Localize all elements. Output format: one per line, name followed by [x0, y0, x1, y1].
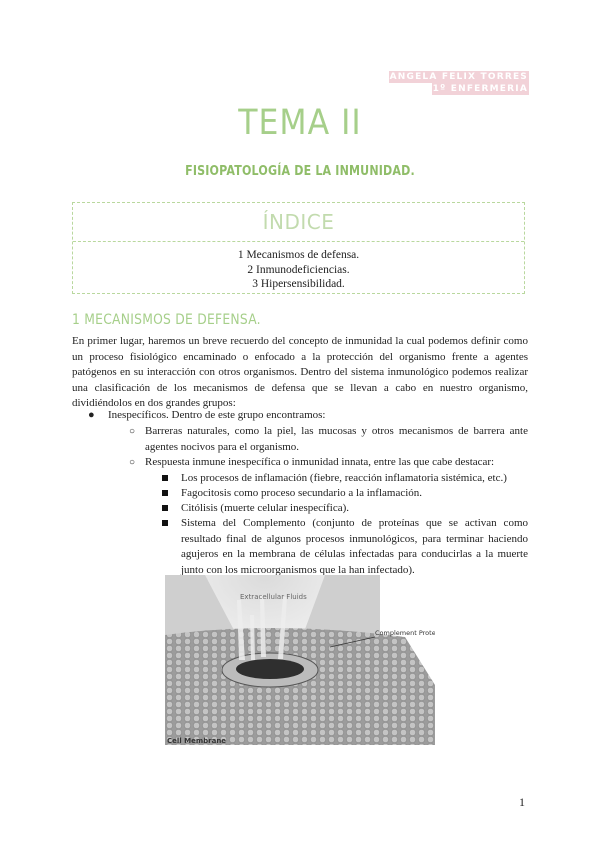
complement-label: Complement Protein — [375, 629, 435, 637]
bullet-text: Citólisis (muerte celular inespecífica). — [181, 502, 349, 514]
membrane-label: Cell Membrane — [167, 737, 227, 745]
bullet-text: Respuesta inmune inespecífica o inmunidad innata, entre las que cabe destacar: — [145, 456, 495, 468]
index-item: 3 Hipersensibilidad. — [252, 278, 345, 290]
bullet-level2 — [129, 424, 528, 455]
author-header — [389, 71, 529, 95]
bullet-text: Sistema del Complemento (conjunto de proteínas que se activan como resultado final de algunos procesos inmunológicos, para terminar haciendo agujeros en la membrana de células infectadas para conducirlas a la muerte junto con los microorganismos que la han infectado). — [181, 517, 528, 576]
page-subtitle: FISIOPATOLOGÍA DE LA INMUNIDAD. — [185, 163, 415, 179]
bullet-level2 — [129, 455, 528, 471]
intro-paragraph: En primer lugar, haremos un breve recuerdo del concepto de inmunidad la cual podemos definir como un proceso fisiológico encaminado o enfocado a la protección del organismo frente a agentes patógenos en su interacción con otros organismos. Dentro del sistema inmunológico podemos realizar una clasificación de los mecanismos de defensa que se llevan a cabo en nuestro organismo, dividiéndolos en dos grandes grupos: — [72, 335, 528, 409]
page-title: TEMA II — [238, 103, 362, 143]
complement-illustration — [165, 575, 435, 745]
index-item: 2 Inmunodeficiencias. — [247, 263, 350, 276]
section-heading: 1 MECANISMOS DE DEFENSA. — [72, 312, 261, 328]
complement-figure — [165, 575, 435, 745]
bullet-level3 — [181, 471, 528, 487]
fluids-label: Extracellular Fluids — [240, 593, 307, 601]
bullet-level3 — [181, 516, 528, 578]
page-number: 1 — [519, 795, 525, 809]
square-bullet-icon — [162, 490, 168, 496]
square-bullet-icon — [162, 520, 168, 526]
index-box — [72, 202, 525, 294]
author-course: 1º ENFERMERIA — [432, 84, 528, 94]
bullet-level3 — [181, 501, 528, 517]
hollow-circle-bullet-icon: ○ — [129, 457, 136, 468]
square-bullet-icon — [162, 475, 168, 481]
index-heading: ÍNDICE — [73, 203, 524, 242]
bullet-text: Barreras naturales, como la piel, las mucosas y otros mecanismos de barrera ante agentes nocivos para el organismo. — [145, 425, 528, 453]
index-list — [73, 242, 524, 292]
author-name: ANGELA FELIX TORRES — [389, 72, 528, 82]
hollow-circle-bullet-icon: ○ — [129, 426, 136, 437]
filled-circle-bullet-icon: ● — [88, 409, 95, 421]
bullet-level3 — [181, 486, 528, 502]
square-bullet-icon — [162, 505, 168, 511]
bullet-text: Los procesos de inflamación (fiebre, reacción inflamatoria sistémica, etc.) — [181, 472, 507, 484]
index-item: 1 Mecanismos de defensa. — [237, 249, 360, 261]
bullet-text: Inespecíficos. Dentro de este grupo encontramos: — [108, 409, 326, 421]
bullet-text: Fagocitosis como proceso secundario a la inflamación. — [181, 487, 423, 499]
